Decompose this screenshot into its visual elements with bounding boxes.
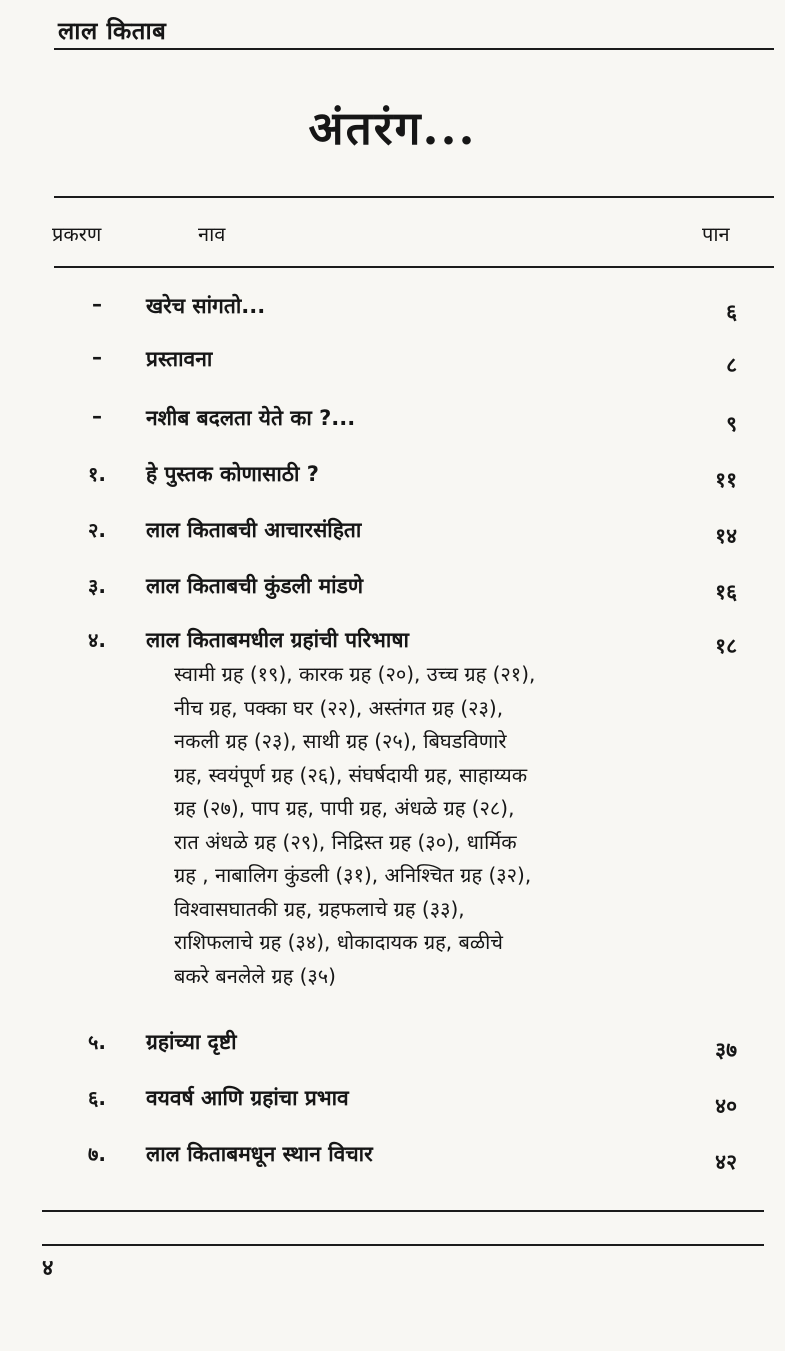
toc-entry-name: वयवर्ष आणि ग्रहांचा प्रभाव xyxy=(146,1086,349,1110)
toc-entry-page: ६ xyxy=(726,300,737,324)
toc-entry-number: – xyxy=(92,345,102,369)
toc-entry xyxy=(0,460,785,500)
toc-entry-number: २. xyxy=(88,518,106,542)
title-rule xyxy=(54,196,774,198)
toc-entry-name: ग्रहांच्या दृष्टी xyxy=(146,1030,237,1054)
toc-entry-page: ८ xyxy=(726,353,737,377)
header-rule xyxy=(54,48,774,50)
toc-entry-number: ४. xyxy=(88,628,106,652)
toc-entry xyxy=(0,1028,785,1068)
sub-entry-line: स्वामी ग्रह (१९), कारक ग्रह (२०), उच्च ग्रह (२१), xyxy=(174,662,536,686)
toc-entry-number: – xyxy=(92,404,102,428)
toc-entry-name: हे पुस्तक कोणासाठी ? xyxy=(146,462,319,486)
toc-entry xyxy=(0,292,785,332)
toc-entry-name: लाल किताबमधील ग्रहांची परिभाषा xyxy=(146,628,409,652)
toc-entry-page: १८ xyxy=(715,634,737,658)
toc-entry xyxy=(0,1140,785,1180)
toc-entry-number: – xyxy=(92,292,102,316)
toc-entry-page: ४२ xyxy=(715,1150,737,1174)
toc-entry-page: ९ xyxy=(726,412,737,436)
sub-entry-line: ग्रह (२७), पाप ग्रह, पापी ग्रह, अंधळे ग्रह (२८), xyxy=(174,796,515,820)
toc-entry-name: प्रस्तावना xyxy=(146,347,213,371)
column-header-rule xyxy=(54,266,774,268)
column-header-chapter: प्रकरण xyxy=(52,222,102,246)
sub-entry-line: नकली ग्रह (२३), साथी ग्रह (२५), बिघडविणारे xyxy=(174,729,507,753)
toc-entry-name: खरेच सांगतो... xyxy=(146,294,266,318)
toc-entry-number: १. xyxy=(88,462,106,486)
toc-entry xyxy=(0,572,785,612)
toc-entry-page: १४ xyxy=(715,524,737,548)
toc-entry-number: ७. xyxy=(88,1142,106,1166)
footer-rule-upper xyxy=(42,1210,764,1212)
page-number: ४ xyxy=(42,1256,54,1281)
toc-entry-name: नशीब बदलता येते का ?... xyxy=(146,406,356,430)
toc-entry-number: ५. xyxy=(88,1030,106,1054)
toc-entry-number: ३. xyxy=(88,574,106,598)
toc-entry-name: लाल किताबमधून स्थान विचार xyxy=(146,1142,373,1166)
toc-entry-page: ११ xyxy=(715,468,737,492)
toc-entry-name: लाल किताबची आचारसंहिता xyxy=(146,518,362,542)
toc-entry-name: लाल किताबची कुंडली मांडणे xyxy=(146,574,364,598)
sub-entry-line: नीच ग्रह, पक्का घर (२२), अस्तंगत ग्रह (२३), xyxy=(174,695,504,720)
toc-entry-page: १६ xyxy=(715,580,737,604)
toc-entry xyxy=(0,516,785,556)
column-header-name: नाव xyxy=(198,222,226,246)
toc-entry xyxy=(0,404,785,444)
sub-entry-line: राशिफलाचे ग्रह (३४), धोकादायक ग्रह, बळीचे xyxy=(174,930,503,954)
sub-entry-line: बकरे बनलेले ग्रह (३५) xyxy=(174,963,336,988)
contents-title: अंतरंग... xyxy=(308,101,477,155)
sub-entry-line: ग्रह, स्वयंपूर्ण ग्रह (२६), संघर्षदायी ग्रह, साहाय्यक xyxy=(174,762,528,787)
column-header-page: पान xyxy=(702,222,730,246)
chapter-4-sub-entries xyxy=(174,658,634,993)
toc-entry-page: ३७ xyxy=(715,1038,737,1062)
toc-entry-number: ६. xyxy=(88,1086,106,1110)
toc-entry xyxy=(0,1084,785,1124)
sub-entry-line: ग्रह , नाबालिग कुंडली (३१), अनिश्चित ग्रह (३२), xyxy=(174,863,532,887)
toc-entry xyxy=(0,345,785,385)
sub-entry-line: विश्वासघातकी ग्रह, ग्रहफलाचे ग्रह (३३), xyxy=(174,896,465,921)
running-head: लाल किताब xyxy=(58,17,167,45)
sub-entry-line: रात अंधळे ग्रह (२९), निद्रिस्त ग्रह (३०), धार्मिक xyxy=(174,829,517,854)
toc-entry-page: ४० xyxy=(715,1094,737,1118)
footer-rule-lower xyxy=(42,1244,764,1246)
